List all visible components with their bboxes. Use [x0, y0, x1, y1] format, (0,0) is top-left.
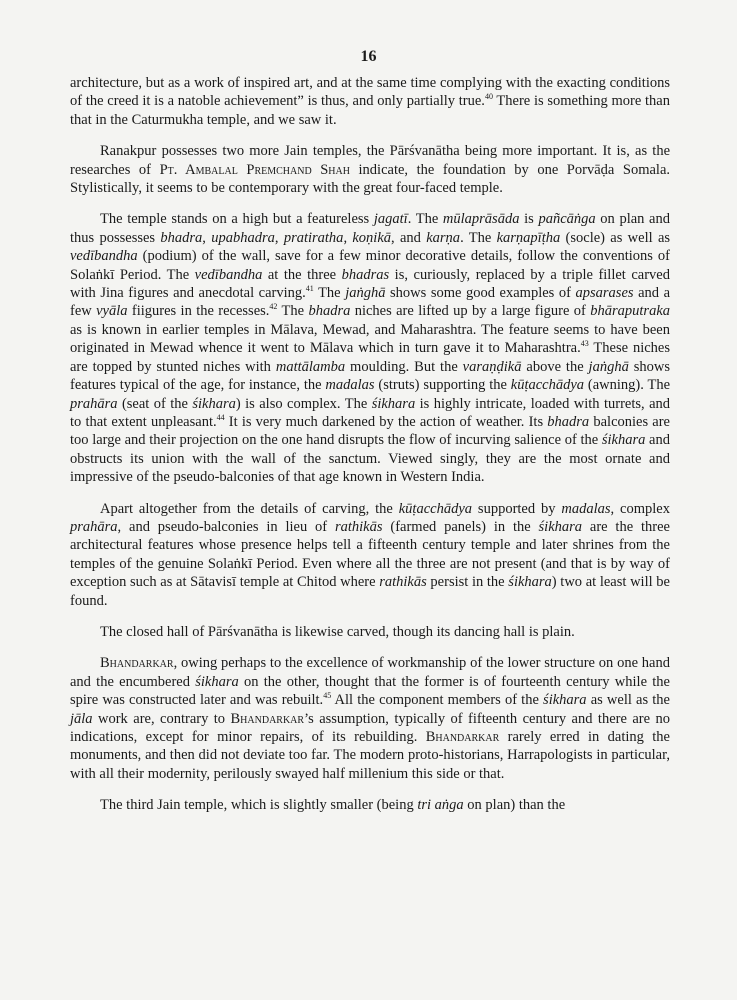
paragraph: architecture, but as a work of inspired art, and at the same time complying with the exacting conditions of the creed it is a natoble achievement” is thus, and only partially true.$^{40}$ There is something more than that in the Caturmukha temple, and we saw it. — [70, 75, 670, 128]
page-number: 16 — [360, 48, 377, 65]
body-text — [70, 74, 670, 828]
paragraph: Apart altogether from the details of carving, the kūṭacchādya supported by madalas, complex prahāra, and pseudo-balconies in lieu of rathikās (farmed panels) in the śikhara are the three architectural features whose presence helps tell a fifteenth century temple and later shrines from the temples of the genuine Solaṅkī Period. Even where all the three are not present (and that is by way of exception such as at Sātavisī temple at Chitod where rathikās persist in the śikhara) two at least will be found. — [70, 500, 670, 609]
paragraph: The third Jain temple, which is slightly smaller (being tri aṅga on plan) than the — [100, 797, 566, 814]
paragraph: Ranakpur possesses two more Jain temples, the Pārśvanātha being more important. It is, as the researches of Pt. Ambalal Premchand Shah indicate, the foundation by one Porvāḍa Somala. Stylistically, it seems to be contemporary with the great four-faced temple. — [70, 143, 671, 197]
paragraph: The temple stands on a high but a featureless jagatī. The mūlaprāsāda is pañcāṅga on plan and thus possesses bhadra, upabhadra, pratiratha, koṇikā, and karṇa. The karṇapīṭha (socle) as well as vedībandha (podium) of the wall, save for a few minor decorative details, follow the conventions of Solaṅkī Period. The vedībandha at the three bhadras is, curiously, replaced by a triple fillet carved with Jina figures and anecdotal carving.$^{41}$ The jaṅghā shows some good examples of apsarases and a few vyāla fiigures in the recesses.$^{42}$ The bhadra niches are lifted up by a large figure of bhāraputraka as is known in earlier temples in Mālava, Mewad, and Maharashtra. The feature seems to have been originated in Mewad whence it went to Mālava which in turn gave it to Maharashtra.$^{43}$ These niches are topped by stunted niches with mattālamba moulding. But the varaṇḍikā above the jaṅghā shows features typical of the age, for instance, the madalas (struts) supporting the kūṭacchādya (awning). The prahāra (seat of the śikhara) is also complex. The śikhara is highly intricate, loaded with turrets, and to that extent unpleasant.$^{44}$ It is very much darkened by the action of weather. Its bhadra balconies are too large and their projection on the one hand disrupts the flow of incurving salience of the śikhara and obstructs its union with the wall of the sanctum. Viewed singly, they are the most ornate and impressive of the pseudo-balconies of that age known in Western India. — [70, 211, 671, 486]
paragraph: The closed hall of Pārśvanātha is likewise carved, though its dancing hall is plain. — [100, 623, 575, 640]
paragraph: Bhandarkar, owing perhaps to the excellence of workmanship of the lower structure on one hand and the encumbered śikhara on the other, thought that the former is of fourteenth century while the spire was constructed later and was rebuilt.$^{45}$ All the component members of the śikhara as well as the jāla work are, contrary to Bhandarkar’s assumption, typically of fifteenth century and there are no indications, except for minor repairs, of its rebuilding. Bhandarkar rarely erred in dating the monuments, and then did not deviate too far. The modern proto-historians, Harrapologists in particular, with all their modernity, perilously swayed half millenium this side or that. — [70, 655, 670, 782]
